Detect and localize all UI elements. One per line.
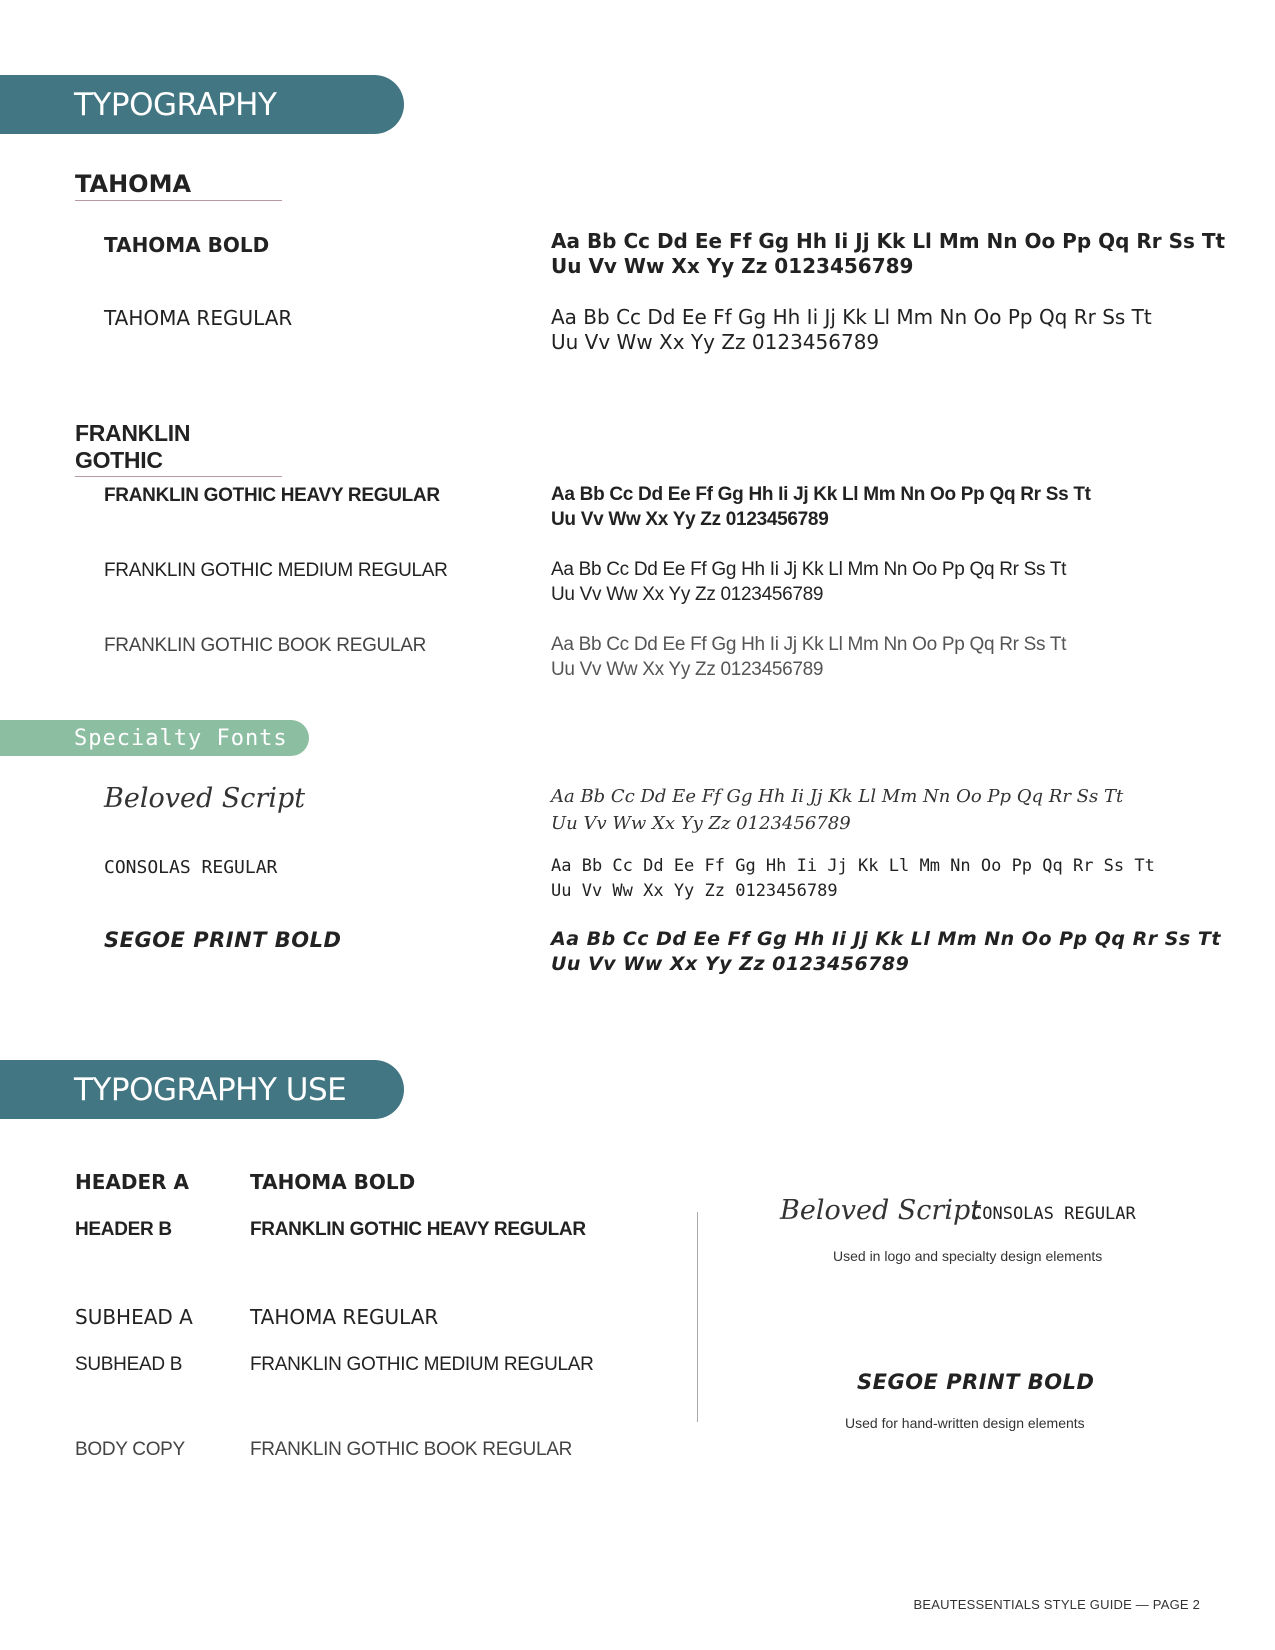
franklin-heavy-sample — [551, 482, 1091, 532]
consolas-sample — [551, 854, 1155, 904]
specialty-fonts-title: Specialty Fonts — [74, 725, 288, 751]
sample-line: Uu Vv Ww Xx Yy Zz 0123456789 — [551, 254, 914, 278]
sample-line: Uu Vv Ww Xx Yy Zz 0123456789 — [551, 509, 829, 530]
sample-line: Aa Bb Cc Dd Ee Ff Gg Hh Ii Jj Kk Ll Mm Nn Oo Pp Qq Rr Ss Tt — [551, 305, 1152, 329]
sample-line: Uu Vv Ww Xx Yy Zz 0123456789 — [551, 330, 880, 354]
sample-line: Uu Vv Ww Xx Yy Zz 0123456789 — [551, 813, 851, 834]
tahoma-bold-sample — [551, 229, 1225, 279]
usage-hand-caption: Used for hand-written design elements — [845, 1415, 1085, 1431]
sample-line: Aa Bb Cc Dd Ee Ff Gg Hh Ii Jj Kk Ll Mm Nn Oo Pp Qq Rr Ss Tt — [551, 229, 1226, 253]
franklin-medium-label: FRANKLIN GOTHIC MEDIUM REGULAR — [104, 560, 448, 581]
sample-line: Aa Bb Cc Dd Ee Ff Gg Hh Ii Jj Kk Ll Mm Nn Oo Pp Qq Rr Ss Tt — [551, 634, 1067, 655]
typography-use-banner — [0, 1060, 404, 1119]
tahoma-regular-sample — [551, 305, 1152, 355]
sample-line: Uu Vv Ww Xx Yy Zz 0123456789 — [551, 584, 824, 605]
usage-font-header-b: FRANKLIN GOTHIC HEAVY REGULAR — [250, 1219, 586, 1240]
segoe-print-label: SEGOE PRINT BOLD — [104, 928, 342, 952]
usage-consolas: CONSOLAS REGULAR — [972, 1204, 1136, 1224]
specialty-fonts-banner — [0, 720, 309, 756]
usage-font-subhead-b: FRANKLIN GOTHIC MEDIUM REGULAR — [250, 1354, 594, 1375]
sample-line: Aa Bb Cc Dd Ee Ff Gg Hh Ii Jj Kk Ll Mm Nn Oo Pp Qq Rr Ss Tt — [551, 559, 1067, 580]
tahoma-heading: TAHOMA — [75, 170, 282, 201]
franklin-medium-sample — [551, 557, 1066, 607]
usage-beloved-script: Beloved Script — [780, 1195, 982, 1226]
beloved-script-sample — [551, 783, 1123, 837]
sample-line: Aa Bb Cc Dd Ee Ff Gg Hh Ii Jj Kk Ll Mm Nn Oo Pp Qq Rr Ss Tt — [551, 484, 1091, 505]
franklin-heading: FRANKLIN GOTHIC — [75, 420, 282, 477]
usage-role-subhead-b: SUBHEAD B — [75, 1354, 183, 1375]
usage-role-header-a: HEADER A — [75, 1170, 189, 1194]
typography-title: TYPOGRAPHY — [74, 86, 277, 123]
usage-font-header-a: TAHOMA BOLD — [250, 1170, 416, 1194]
usage-role-body-copy: BODY COPY — [75, 1439, 185, 1460]
typography-banner — [0, 75, 404, 134]
beloved-script-label: Beloved Script — [104, 783, 306, 814]
franklin-book-label: FRANKLIN GOTHIC BOOK REGULAR — [104, 635, 427, 656]
usage-font-subhead-a: TAHOMA REGULAR — [250, 1305, 439, 1329]
usage-logo-caption: Used in logo and specialty design elements — [833, 1248, 1103, 1264]
tahoma-regular-label: TAHOMA REGULAR — [104, 306, 293, 330]
sample-line: Aa Bb Cc Dd Ee Ff Gg Hh Ii Jj Kk Ll Mm Nn Oo Pp Qq Rr Ss Tt — [551, 928, 1221, 950]
page-footer: BEAUTESSENTIALS STYLE GUIDE — PAGE 2 — [913, 1597, 1200, 1612]
sample-line: Uu Vv Ww Xx Yy Zz 0123456789 — [551, 659, 824, 680]
franklin-heavy-label: FRANKLIN GOTHIC HEAVY REGULAR — [104, 485, 440, 506]
sample-line: Aa Bb Cc Dd Ee Ff Gg Hh Ii Jj Kk Ll Mm Nn Oo Pp Qq Rr Ss Tt — [551, 856, 1155, 876]
sample-line: Uu Vv Ww Xx Yy Zz 0123456789 — [551, 881, 838, 901]
usage-segoe-print: SEGOE PRINT BOLD — [857, 1370, 1095, 1394]
usage-role-subhead-a: SUBHEAD A — [75, 1305, 193, 1329]
tahoma-bold-label: TAHOMA BOLD — [104, 233, 270, 257]
segoe-print-sample — [551, 927, 1221, 977]
sample-line: Aa Bb Cc Dd Ee Ff Gg Hh Ii Jj Kk Ll Mm Nn Oo Pp Qq Rr Ss Tt — [551, 786, 1124, 807]
sample-line: Uu Vv Ww Xx Yy Zz 0123456789 — [551, 953, 910, 975]
consolas-label: CONSOLAS REGULAR — [104, 857, 278, 878]
franklin-book-sample — [551, 632, 1066, 682]
usage-divider — [697, 1212, 698, 1422]
typography-use-title: TYPOGRAPHY USE — [74, 1071, 347, 1108]
usage-role-header-b: HEADER B — [75, 1219, 172, 1240]
usage-font-body-copy: FRANKLIN GOTHIC BOOK REGULAR — [250, 1439, 573, 1460]
